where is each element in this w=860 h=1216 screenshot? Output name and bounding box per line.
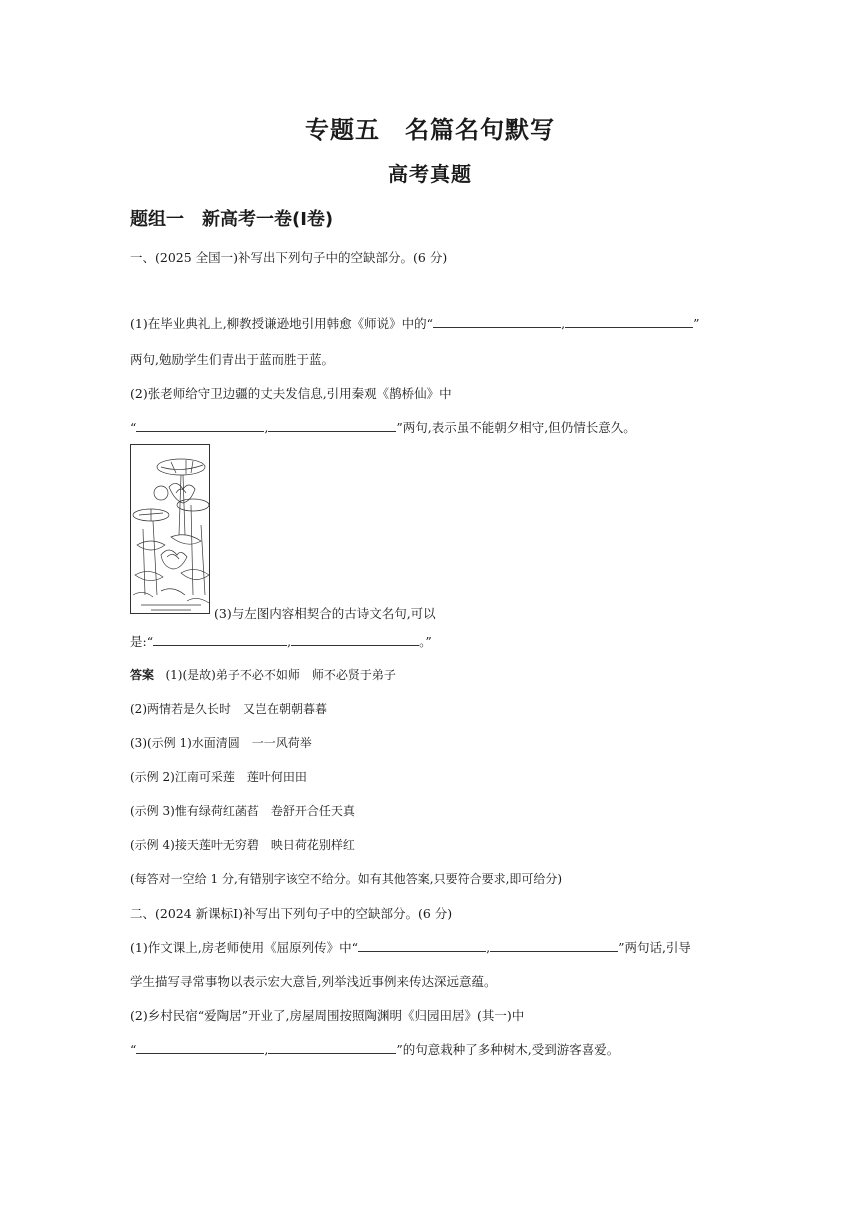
q1-part2-tail: ”两句,表示虽不能朝夕相守,但仍情长意久。 (396, 420, 636, 435)
answer-line-3: (3)(示例 1)水面清圆 一一风荷举 (130, 736, 312, 750)
separator: , (264, 420, 269, 435)
answer-line-5: (示例 3)惟有绿荷红菡萏 卷舒开合任天真 (130, 804, 355, 818)
group-title: 题组一 新高考一卷(Ⅰ卷) (130, 209, 334, 230)
answer-line-6: (示例 4)接天莲叶无穷碧 映日荷花别样红 (130, 838, 355, 852)
answer-blank[interactable] (268, 419, 396, 432)
q2-part1-text: (1)作文课上,房老师使用《屈原列传》中“ (130, 940, 359, 955)
q1-part3: (3)与左图内容相契合的古诗文名句,可以 (214, 606, 436, 621)
answer-blank[interactable] (268, 1041, 396, 1054)
close-quote: ” (693, 316, 700, 331)
answer-blank[interactable] (136, 1041, 264, 1054)
answer-blank[interactable] (136, 419, 264, 432)
separator: , (287, 634, 292, 649)
answer-blank[interactable] (153, 633, 287, 646)
q1-part3-lead: 是:“ (130, 634, 154, 649)
answer-text: (1)(是故)弟子不必不如师 师不必贤于弟子 (165, 668, 396, 682)
separator: , (486, 940, 491, 955)
answer-line-1 (130, 666, 396, 683)
q2-part1 (130, 938, 691, 956)
q1-part2: (2)张老师给守卫边疆的丈夫发信息,引用秦观《鹊桥仙》中 (130, 386, 452, 401)
q1-part2-cont (130, 418, 636, 436)
answer-line-7: (每答对一空给 1 分,有错别字该空不给分。如有其他答案,只要符合要求,即可给分) (130, 872, 563, 886)
q2-part2-cont (130, 1040, 619, 1058)
q1-part3-cont (130, 632, 432, 650)
q2-part2: (2)乡村民宿“爱陶居”开业了,房屋周围按照陶渊明《归园田居》(其一)中 (130, 1008, 525, 1023)
lotus-illustration (130, 444, 210, 614)
separator: , (561, 316, 566, 331)
q2-part1-tail: ”两句话,引导 (618, 940, 691, 955)
answer-line-2: (2)两情若是久长时 又岂在朝朝暮暮 (130, 702, 327, 716)
lotus-drawing (131, 445, 210, 614)
q1-part1-text: (1)在毕业典礼上,柳教授谦逊地引用韩愈《师说》中的“ (130, 316, 434, 331)
q1-part1 (130, 314, 699, 332)
answer-blank[interactable] (490, 939, 618, 952)
answer-line-4: (示例 2)江南可采莲 莲叶何田田 (130, 770, 307, 784)
q1-part3-tail: 。” (419, 634, 432, 649)
q1-part1-cont: 两句,勉励学生们青出于蓝而胜于蓝。 (130, 352, 334, 367)
answer-blank[interactable] (291, 633, 419, 646)
page-subtitle: 高考真题 (388, 162, 472, 186)
answer-blank[interactable] (358, 939, 486, 952)
answer-blank[interactable] (433, 315, 561, 328)
open-quote: “ (130, 420, 137, 435)
separator: , (264, 1042, 269, 1057)
q1-header: 一、(2025 全国一)补写出下列句子中的空缺部分。(6 分) (130, 250, 448, 265)
q2-part1-cont: 学生描写寻常事物以表示宏大意旨,列举浅近事例来传达深远意蕴。 (130, 974, 497, 989)
page-title: 专题五 名篇名句默写 (305, 116, 555, 144)
q2-header: 二、(2024 新课标Ⅰ)补写出下列句子中的空缺部分。(6 分) (130, 906, 453, 921)
q2-part2-tail: ”的句意栽种了多种树木,受到游客喜爱。 (396, 1042, 620, 1057)
answer-blank[interactable] (565, 315, 693, 328)
answer-label: 答案 (130, 668, 155, 682)
open-quote: “ (130, 1042, 137, 1057)
